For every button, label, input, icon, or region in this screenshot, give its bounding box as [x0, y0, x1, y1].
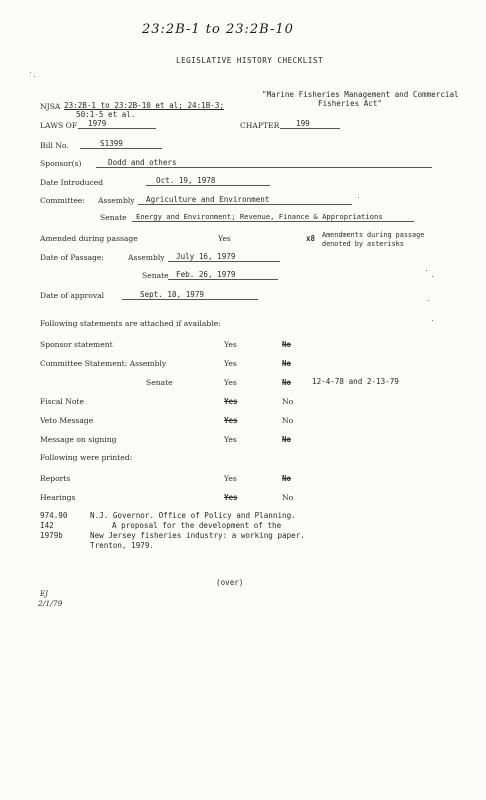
- date-introduced-value: Oct. 19, 1978: [156, 176, 216, 185]
- citation-call-number: 1979b: [40, 531, 63, 540]
- njsa-value-line2: 50:1-5 et al.: [76, 110, 136, 119]
- passage-assembly-value: July 16, 1979: [176, 252, 236, 261]
- laws-of-underline: [78, 128, 156, 129]
- printed-yes: Yes: [224, 474, 237, 483]
- printed-label: Reports: [40, 474, 71, 483]
- stray-mark: [428, 300, 429, 301]
- passage-senate-value: Feb. 26, 1979: [176, 270, 236, 279]
- citation-text: N.J. Governor. Office of Policy and Planning.: [90, 511, 296, 520]
- date-introduced-underline: [146, 185, 270, 186]
- approval-underline: [122, 299, 258, 300]
- statement-no: No: [282, 397, 294, 406]
- chapter-underline: [280, 128, 340, 129]
- stray-mark: [34, 76, 35, 77]
- statement-yes-mark: Yes: [224, 397, 238, 406]
- footer-date: 2/1/79: [38, 599, 63, 608]
- printed-label: Hearings: [40, 493, 76, 502]
- approval-value: Sept. 10, 1979: [140, 290, 205, 299]
- bill-no-value: S1399: [100, 139, 123, 148]
- footer-initials: EJ: [40, 590, 48, 598]
- act-name-line2: Fisheries Act": [318, 99, 383, 108]
- statement-yes: Yes: [224, 359, 237, 368]
- statement-yes: Yes: [224, 340, 237, 349]
- approval-label: Date of approval: [40, 291, 105, 300]
- citation-text: New Jersey fisheries industry: a working paper.: [90, 531, 305, 540]
- bill-no-label: Bill No.: [40, 141, 69, 150]
- laws-of-label: LAWS OF: [40, 121, 78, 130]
- njsa-value-line1: 23:2B-1 to 23:2B-10 et al; 24:1B-3;: [64, 101, 225, 110]
- stray-mark: [432, 320, 433, 321]
- printed-no-mark: No: [282, 474, 292, 483]
- chapter-value: 199: [296, 119, 310, 128]
- statement-label: Message on signing: [40, 435, 117, 444]
- passage-assembly-label: Assembly: [128, 253, 165, 262]
- njsa-label: NJSA: [40, 102, 61, 111]
- citation-text: A proposal for the development of the: [112, 521, 282, 530]
- citation-call-number: I42: [40, 521, 54, 530]
- passage-label: Date of Passage:: [40, 253, 104, 262]
- form-title: LEGISLATIVE HISTORY CHECKLIST: [176, 56, 324, 65]
- statement-no: No: [282, 416, 294, 425]
- amended-label: Amended during passage: [40, 234, 138, 243]
- amended-yes: Yes: [218, 234, 231, 243]
- amended-note-line1: Amendments during passage: [322, 231, 425, 239]
- committee-senate-label: Senate: [100, 213, 127, 222]
- sponsors-label: Sponsor(s): [40, 159, 82, 168]
- passage-senate-label: Senate: [142, 271, 169, 280]
- statement-label: Senate: [146, 378, 173, 387]
- amended-note-line2: denoted by asterisks: [322, 240, 404, 248]
- printed-no: No: [282, 493, 294, 502]
- statement-label: Veto Message: [40, 416, 94, 425]
- sponsors-underline: [96, 167, 432, 168]
- over-note: (over): [216, 578, 244, 587]
- passage-senate-underline: [168, 279, 278, 280]
- statement-no-mark: No: [282, 378, 292, 387]
- statement-yes: Yes: [224, 435, 237, 444]
- committee-senate-underline: [132, 221, 414, 222]
- statement-no-mark: No: [282, 435, 292, 444]
- citation-text: Trenton, 1979.: [90, 541, 155, 550]
- statement-yes-mark: Yes: [224, 416, 238, 425]
- citation-call-number: 974.90: [40, 511, 68, 520]
- date-introduced-label: Date Introduced: [40, 178, 104, 187]
- statement-no-mark: No: [282, 359, 292, 368]
- sponsors-value: Dodd and others: [108, 158, 177, 167]
- statement-note: 12-4-78 and 2-13-79: [312, 377, 399, 386]
- committee-assembly-underline: [138, 204, 352, 205]
- committee-assembly-value: Agriculture and Environment: [146, 195, 270, 204]
- committee-label: Committee:: [40, 196, 85, 205]
- committee-assembly-label: Assembly: [98, 196, 135, 205]
- committee-senate-value: Energy and Environment; Revenue, Finance & Appropriations: [136, 212, 383, 221]
- act-name-line1: "Marine Fisheries Management and Commercial: [262, 90, 459, 99]
- stray-mark: [358, 197, 359, 198]
- amended-check-mark: x8: [306, 234, 316, 243]
- printed-yes-mark: Yes: [224, 493, 238, 502]
- passage-assembly-underline: [168, 261, 280, 262]
- handwritten-title: 23:2B-1 to 23:2B-10: [142, 22, 294, 37]
- stray-mark: [426, 270, 427, 271]
- stray-mark: [30, 72, 31, 73]
- laws-of-value: 1979: [88, 119, 107, 128]
- statement-label: Fiscal Note: [40, 397, 84, 406]
- stray-mark: [432, 276, 433, 277]
- statement-yes: Yes: [224, 378, 237, 387]
- attached-heading: Following statements are attached if available:: [40, 319, 221, 328]
- printed-heading: Following were printed:: [40, 453, 133, 462]
- statement-label: Sponsor statement: [40, 340, 113, 349]
- statement-label: Committee Statement: Assembly: [40, 359, 167, 368]
- chapter-label: CHAPTER: [240, 121, 280, 130]
- bill-no-underline: [80, 148, 162, 149]
- statement-no-mark: No: [282, 340, 292, 349]
